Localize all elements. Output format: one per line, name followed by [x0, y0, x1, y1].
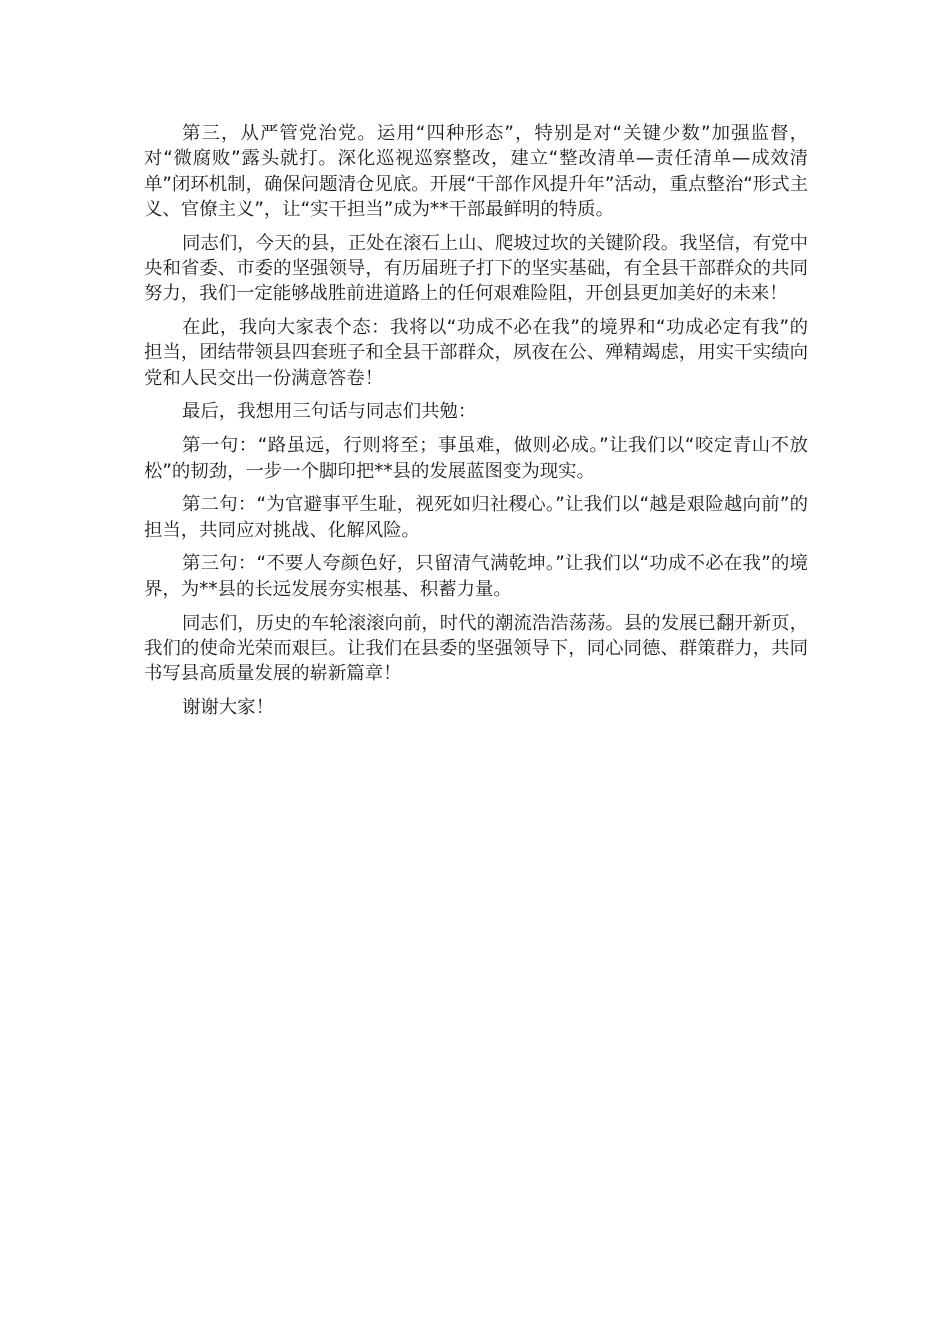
paragraph-strict-party-governance: 第三，从严管党治党。运用“四种形态”，特别是对“关键少数”加强监督，对“微腐败”露头就打。深化巡视巡察整改，建立“整改清单—责任清单—成效清单”闭环机制，确保问题清仓见底。开展“干部作风提升年”活动，重点整治“形式主义、官僚主义”，让“实干担当”成为**干部最鲜明的特质。: [144, 123, 808, 220]
paragraph-key-stage: 同志们，今天的县，正处在滚石上山、爬坡过坎的关键阶段。我坚信，有党中央和省委、市委的坚强领导，有历届班子打下的坚实基础，有全县干部群众的共同努力，我们一定能够战胜前进道路上的任何艰难险阻，开创县更加美好的未来！: [144, 232, 808, 305]
paragraph-thanks: 谢谢大家！: [182, 696, 274, 718]
paragraph-closing-call: 同志们，历史的车轮滚滚向前，时代的潮流浩浩荡荡。县的发展已翻开新页，我们的使命光荣而艰巨。让我们在县委的坚强领导下，同心同德、群策群力，共同书写县高质量发展的崭新篇章！: [144, 612, 808, 685]
paragraph-pledge: 在此，我向大家表个态：我将以“功成不必在我”的境界和“功成必定有我”的担当，团结带领县四套班子和全县干部群众，夙夜在公、殚精竭虑，用实干实绩向党和人民交出一份满意答卷！: [144, 317, 808, 389]
paragraph-second-sentence: 第二句：“为官避事平生耻，视死如归社稷心。”让我们以“越是艰险越向前”的担当，共同应对挑战、化解风险。: [144, 494, 808, 541]
paragraph-third-sentence: 第三句：“不要人夸颜色好，只留清气满乾坤。”让我们以“功成不必在我”的境界，为**县的长远发展夯实根基、积蓄力量。: [144, 553, 808, 600]
paragraph-first-sentence: 第一句：“路虽远，行则将至；事虽难，做则必成。”让我们以“咬定青山不放松”的韧劲，一步一个脚印把**县的发展蓝图变为现实。: [144, 435, 808, 482]
document-body: [144, 121, 808, 729]
paragraph-three-sentences-intro: 最后，我想用三句话与同志们共勉：: [182, 401, 477, 423]
